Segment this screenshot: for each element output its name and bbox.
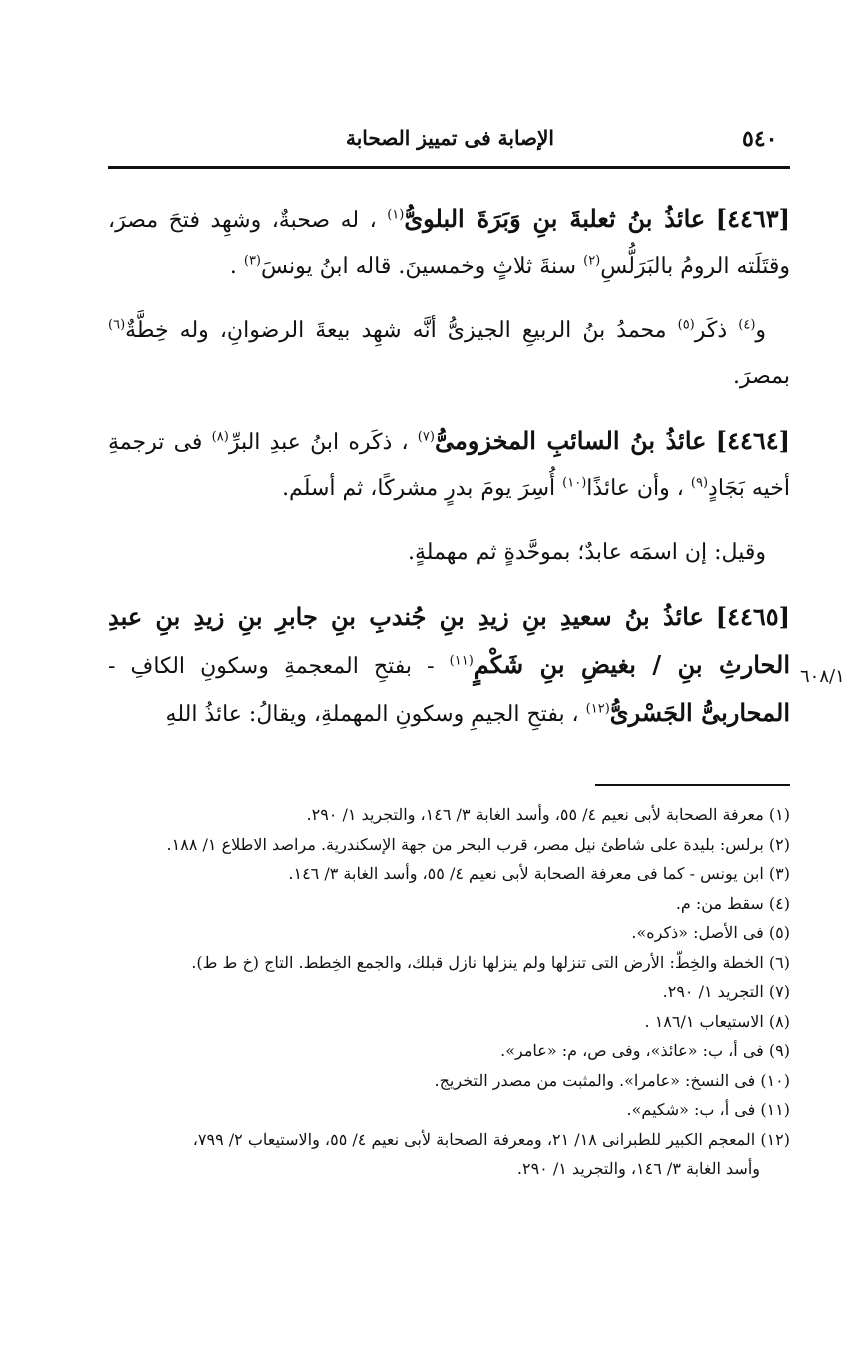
footnote: (٥) فى الأصل: «ذكره». — [631, 923, 790, 942]
footnote-ref: (٦) — [108, 317, 126, 333]
entry-4464-para2 — [108, 530, 790, 576]
footnote: (١١) فى أ، ب: «شكيم». — [626, 1100, 790, 1119]
entry-name: عائذُ بنُ السائبِ المخزومىُّ — [434, 426, 707, 455]
entry-text: محمدُ بنُ الربيعِ الجيزىُّ أنَّه شهِد بيعةَ الرضوانِ، وله خِطَّةٌ — [125, 318, 667, 343]
margin-note: ٦٠٨/١ — [800, 666, 845, 687]
entry-text: - بفتحِ المعجمةِ وسكونِ الكافِ - — [108, 654, 435, 679]
entry-4463 — [108, 196, 790, 290]
entry-text: بمصرَ. — [732, 364, 790, 389]
entry-number: [٤٤٦٥] — [715, 602, 790, 631]
footnote-ref: (٤) — [738, 317, 756, 333]
entry-4464 — [108, 418, 790, 512]
footnote: (٦) الخطة والخِطّ: الأرض التى تنزلها ولم ينزلها نازل قبلك، والجمع الخِطط. التاج (خ ط ط). — [191, 952, 790, 972]
footnote-ref: (١) — [387, 207, 405, 223]
footnote: (٣) ابن يونس - كما فى معرفة الصحابة لأبى نعيم ٤/ ٥٥، وأسد الغابة ٣/ ١٤٦. — [288, 864, 790, 883]
footnote-rule — [595, 784, 790, 786]
entry-text: و — [755, 318, 767, 343]
entry-number: [٤٤٦٤] — [715, 426, 790, 455]
entry-name: عائذُ بنُ ثعلبةَ بنِ وَبَرَةَ البلوىُّ — [404, 204, 706, 233]
footnote-ref: (٢) — [583, 253, 601, 269]
entry-text: وقيل: إن اسمَه عابدٌ؛ بموحَّدةٍ ثم مهملةٍ. — [408, 540, 766, 565]
footnote-ref: (٧) — [417, 429, 435, 445]
footnote-ref: (١٢) — [585, 701, 610, 717]
header-rule — [108, 166, 790, 169]
entry-name: المحاربىُّ الجَسْرىُّ — [609, 698, 790, 727]
running-title: الإصابة فى تمييز الصحابة — [346, 126, 554, 150]
main-text — [108, 196, 790, 756]
entry-text: ذكَر — [694, 318, 728, 343]
footnote: (١٢) المعجم الكبير للطبرانى ١٨/ ٢١، ومعرفة الصحابة لأبى نعيم ٤/ ٥٥، والاستيعاب ٢/ ٧٩٩، — [192, 1129, 790, 1149]
footnotes — [108, 800, 790, 1184]
entry-text: ، له صحبةٌ، وشهِد فتحَ مصرَ، وقتَلَته الرومُ بالبَرَلُّسِ — [108, 208, 790, 279]
footnote-ref: (١١) — [449, 653, 474, 669]
footnote: (٧) التجريد ١/ ٢٩٠. — [662, 982, 790, 1001]
page-number: ٥٤٠ — [742, 126, 778, 152]
entry-text: سنةَ ثلاثٍ وخمسينَ. قاله ابنُ يونسَ — [261, 254, 577, 279]
footnote: (١) معرفة الصحابة لأبى نعيم ٤/ ٥٥، وأسد الغابة ٣/ ١٤٦، والتجريد ١/ ٢٩٠. — [306, 805, 790, 824]
footnote-ref: (٥) — [677, 317, 695, 333]
footnote-ref: (٣) — [243, 253, 261, 269]
entry-name: عائذُ بنُ سعيدِ بنِ زيدِ بنِ جُندبِ بنِ جابرِ بنِ زيدِ بنِ عبدِ الحارثِ بنِ / بغيضِ بنِ شَكْمٍ — [108, 602, 790, 679]
entry-text: ، ذكَره ابنُ عبدِ البرِّ — [228, 430, 409, 455]
footnote-continuation: وأسد الغابة ٣/ ١٤٦، والتجريد ١/ ٢٩٠. — [516, 1159, 760, 1178]
footnote-ref: (٩) — [690, 475, 709, 491]
entry-text: . — [229, 254, 237, 279]
footnote: (٤) سقط من: م. — [675, 893, 790, 913]
footnote: (٢) برلس: بليدة على شاطئ نيل مصر، قرب البحر من جهة الإسكندرية. مراصد الاطلاع ١/ ١٨٨. — [166, 834, 790, 854]
footnote-ref: (١٠) — [562, 475, 587, 491]
entry-number: [٤٤٦٣] — [715, 204, 790, 233]
entry-text: ، بفتحِ الجيمِ وسكونِ المهملةِ، ويقالُ: عائذُ اللهِ — [165, 702, 579, 727]
entry-text: ، وأن عائذًا — [586, 476, 684, 501]
footnote: (٨) الاستيعاب ١٨٦/١ . — [644, 1011, 790, 1031]
entry-4463-para2 — [108, 308, 790, 400]
entry-4465 — [108, 594, 790, 738]
footnote: (١٠) فى النسخ: «عامرا». والمثبت من مصدر التخريج. — [434, 1070, 790, 1090]
footnote-ref: (٨) — [211, 429, 229, 445]
entry-text: أُسِرَ يومَ بدرٍ مشركًا، ثم أسلَم. — [282, 476, 556, 501]
entry-text: فى ترجمةِ أخيه بَجَادٍ — [108, 430, 790, 501]
footnote: (٩) فى أ، ب: «عائذ»، وفى ص، م: «عامر». — [500, 1041, 790, 1060]
